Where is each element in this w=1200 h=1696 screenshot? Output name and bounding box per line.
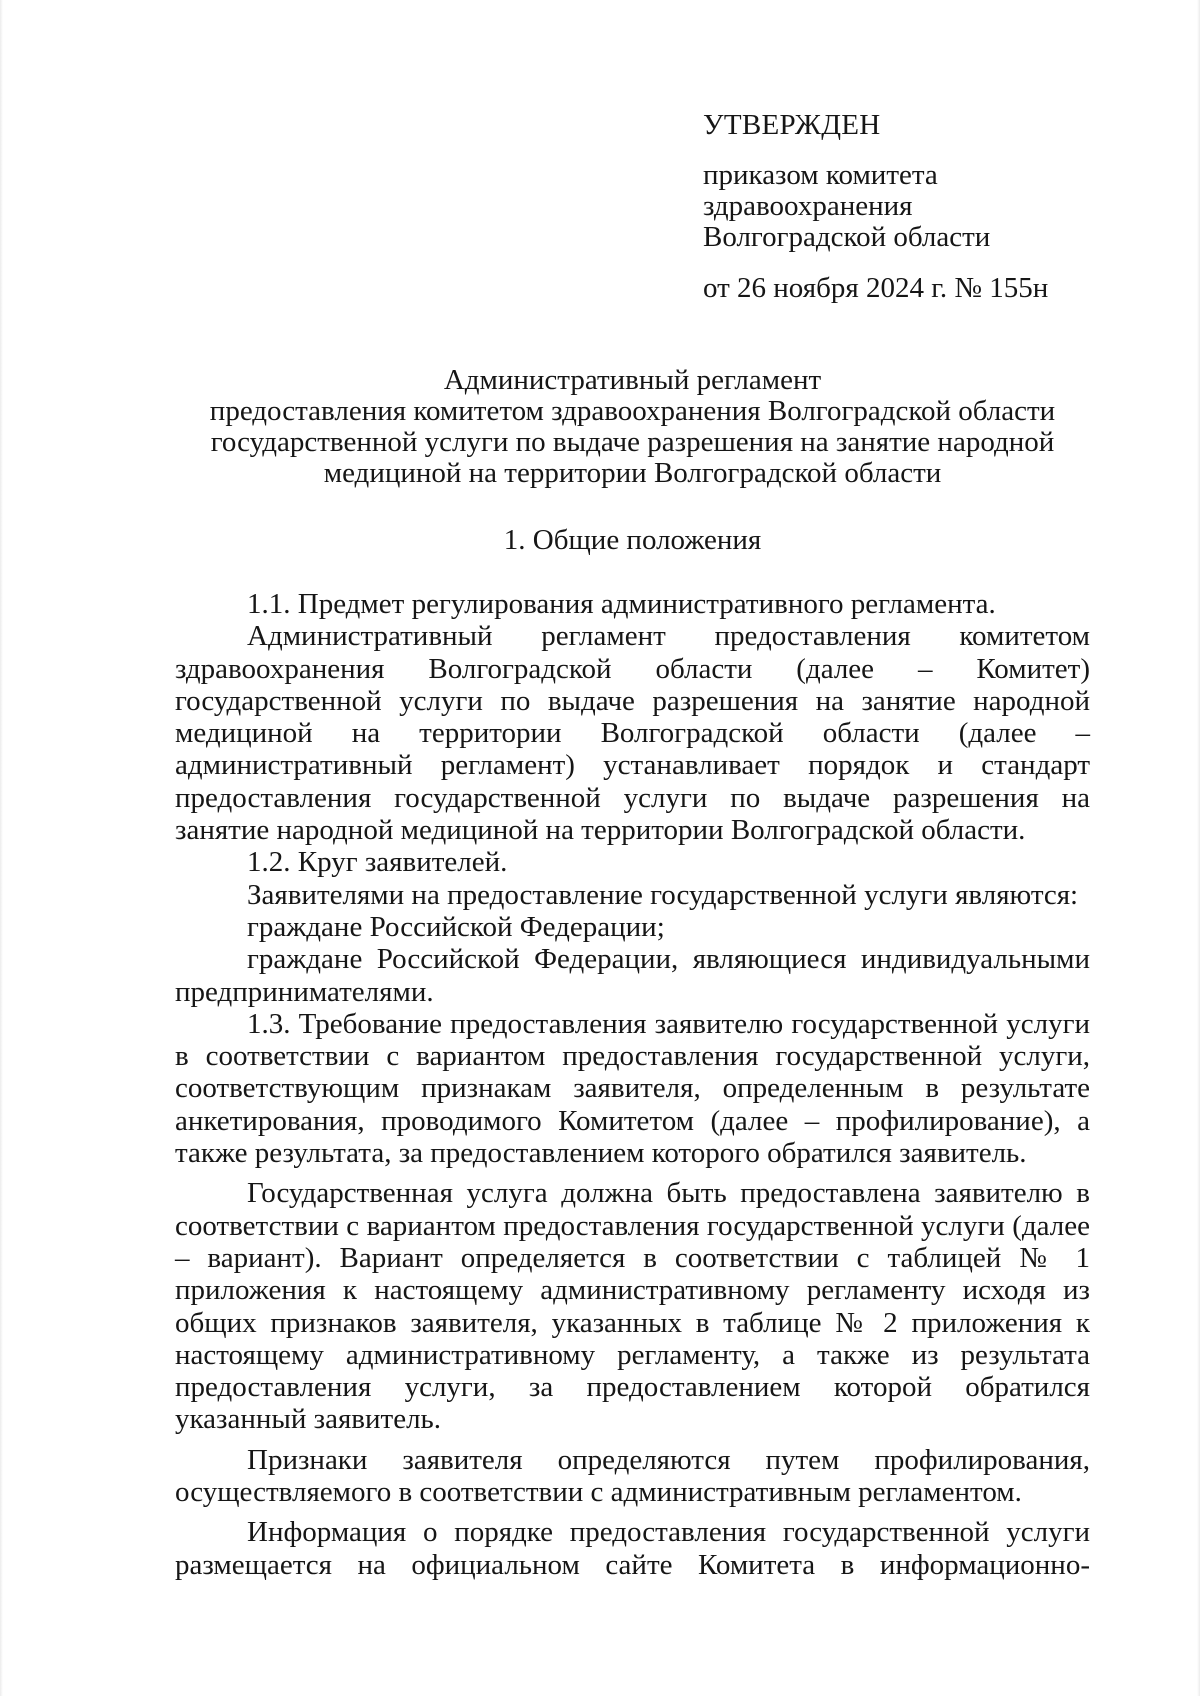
approval-line: здравоохранения	[703, 190, 913, 222]
approval-line: приказом комитета	[703, 159, 938, 191]
approval-stamp-block	[703, 110, 1048, 304]
section-heading: 1. Общие положения	[503, 524, 762, 556]
approval-date: от 26 ноября 2024 г. № 155н	[703, 272, 1049, 304]
approval-title: УТВЕРЖДЕН	[703, 109, 881, 141]
paragraph-1-3-title: 1.3. Требование предоставления заявителю государственной услуги в соответствии с вариантом предоставления государственной услуги, соответствующим признакам заявителя, определенным в результате анкетирования, проводимого Комитетом (далее – профилирование), а также результата, за предоставлением которого обратился заявитель.	[175, 1007, 1090, 1170]
document-title-line: государственной услуги по выдаче разрешения на занятие народной	[210, 426, 1055, 458]
document-title-line: медициной на территории Волгоградской области	[323, 457, 942, 489]
paragraph: Заявителями на предоставление государственной услуги являются:	[247, 878, 1079, 911]
paragraph-1-1-title: 1.1. Предмет регулирования административного регламента.	[247, 588, 996, 620]
document-title-line: Административный регламент	[443, 364, 822, 396]
paragraph: граждане Российской Федерации;	[247, 910, 665, 943]
paragraph: Административный регламент предоставления комитетом здравоохранения Волгоградской области (далее – Комитет) государственной услуги по выдаче разрешения на занятие народной медициной на территории Волгоградской области (далее – административный регламент) устанавливает порядок и стандарт предоставления государственной услуги по выдаче разрешения на занятие народной медициной на территории Волгоградской области.	[175, 620, 1090, 847]
paragraph: Информация о порядке предоставления государственной услуги размещается на официальном сайте Комитета в информационно-	[175, 1516, 1090, 1581]
approval-line: Волгоградской области	[703, 221, 991, 253]
paragraph: граждане Российской Федерации, являющиеся индивидуальными предпринимателями.	[175, 943, 1090, 1008]
document-title-line: предоставления комитетом здравоохранения Волгоградской области	[209, 395, 1056, 427]
document-body	[175, 588, 1090, 1581]
paragraph: Признаки заявителя определяются путем профилирования, осуществляемого в соответствии с административным регламентом.	[175, 1443, 1090, 1509]
document-title	[175, 365, 1090, 489]
scan-edge-left	[0, 0, 3, 1696]
paragraph-1-2-title: 1.2. Круг заявителей.	[247, 846, 508, 879]
paragraph: Государственная услуга должна быть предоставлена заявителю в соответствии с вариантом предоставления государственной услуги (далее – вариант). Вариант определяется в соответствии с таблицей № 1 приложения к настоящему административному регламенту исходя из общих признаков заявителя, указанных в таблице № 2 приложения к настоящему административному регламенту, а также из результата предоставления услуги, за предоставлением которой обратился указанный заявитель.	[175, 1177, 1090, 1436]
